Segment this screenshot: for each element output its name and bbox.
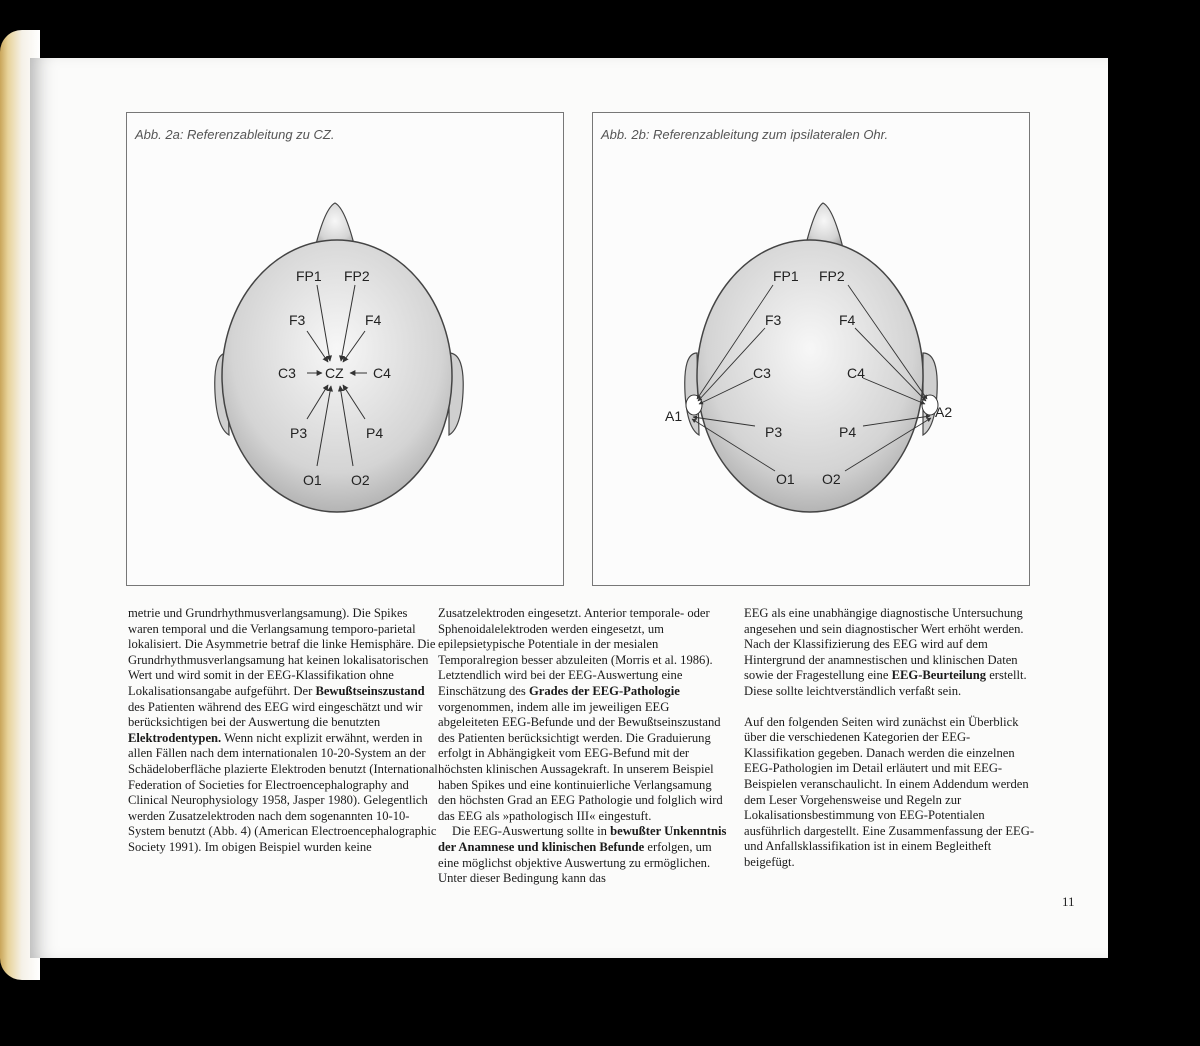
text-run: vorgenommen, indem alle im jeweiligen EEG abgeleiteten EEG-Befunde und der Bewußtseinszustand des Patienten berücksichtigt werden. Die Graduierung erfolgt in Abhängigkeit vom EEG-Befund mit der höchsten klinischen Aussagekraft. In unserem Beispiel haben Spikes und eine kontinuierliche Verlangsamung den höchsten Grad an EEG Pathologie und folglich wird das EEG als »pathologisch III« eingestuft.	[438, 699, 723, 823]
text-run: EEG als eine unabhängige diagnostische Untersuchung angesehen und sein diagnostischer Wert erhöht werden. Nach der Klassifizierung des EEG wird auf dem Hintergrund der anamnestischen und klinischen Daten sowie der Fragestellung eine	[744, 606, 1024, 683]
paragraph	[438, 606, 728, 824]
paragraph	[128, 606, 438, 856]
electrode-o2: O2	[822, 471, 841, 487]
paragraph-gap	[744, 700, 1040, 715]
electrode-p4: P4	[839, 424, 857, 440]
electrode-fp1: FP1	[296, 268, 322, 284]
figure-2b	[592, 112, 1030, 586]
head-diagram-ear-reference	[593, 153, 1029, 583]
bold-term: bewußter Unkenntnis der Anamnese und klinischen Befunde	[438, 824, 727, 854]
electrode-fp1: FP1	[773, 268, 799, 284]
text-column-3	[744, 606, 1040, 871]
text-run: Wenn nicht explizit erwähnt, werden in allen Fällen nach dem internationalen 10-20-System an der Schädeloberfläche plazierte Elektroden benutzt (International Federation of Societies for Electroencephalography and Clinical Neurophysiology 1958, Jasper 1980). Gelegentlich werden Zusatzelektroden nach dem sogenannten 10-10-System benutzt (Abb. 4) (American Electroencephalographic Society 1991). Im obigen Beispiel wurden keine	[128, 730, 438, 854]
electrode-f4: F4	[365, 312, 382, 328]
electrode-fp2: FP2	[344, 268, 370, 284]
text-run: metrie und Grundrhythmusverlangsamung). Die Spikes waren temporal und die Verlangsamung temporo-parietal lokalisiert. Die Asymmetrie betraf die linke Hemisphäre. Die Grundrhythmusverlangsamung hat keinen lokalisatorischen Wert und wird somit in der EEG-Klassifikation ohne Lokalisationsangabe aufgeführt. Der	[128, 606, 436, 698]
paragraph	[744, 606, 1040, 700]
text-run: des Patienten während des EEG wird eingeschätzt und wir berücksichtigen bei der Auswertung die benutzten	[128, 699, 423, 730]
paragraph: Auf den folgenden Seiten wird zunächst ein Überblick über die verschiedenen Kategorien der EEG-Klassifikation gegeben. Danach werden die einzelnen EEG-Pathologien im Detail erläutert und mit EEG-Beispielen veranschaulicht. In einem Addendum werden dem Leser Vorgehensweise und Regeln zur Lokalisationsbestimmung von EEG-Potentialen ausführlich dargestellt. Eine Zusammenfassung der EEG- und Anfallsklassifikation ist in einem Begleitheft beigefügt.	[744, 714, 1035, 869]
electrode-o1: O1	[776, 471, 795, 487]
text-column-2	[438, 606, 728, 887]
right-ear-shape	[923, 353, 937, 435]
text-column-1	[128, 606, 438, 856]
electrode-cz: CZ	[325, 365, 344, 381]
electrode-c3: C3	[753, 365, 771, 381]
bold-term: Grades der EEG-Pathologie	[528, 683, 680, 698]
electrode-o1: O1	[303, 472, 322, 488]
electrode-f3: F3	[765, 312, 782, 328]
electrode-f4: F4	[839, 312, 856, 328]
book-page	[30, 58, 1108, 958]
text-run: Die EEG-Auswertung sollte in	[452, 824, 611, 839]
page-number: 11	[1062, 894, 1075, 909]
paragraph	[438, 824, 728, 886]
bold-term: Bewußtseinszustand	[315, 683, 425, 698]
electrode-fp2: FP2	[819, 268, 845, 284]
electrode-p4: P4	[366, 425, 384, 441]
electrode-c3: C3	[278, 365, 296, 381]
electrode-c4: C4	[373, 365, 391, 381]
bold-term: Elektrodentypen.	[128, 730, 222, 745]
text-run: Zusatzelektroden eingesetzt. Anterior temporale- oder Sphenoidalelektroden werden eingesetzt, um epilepsietypische Potentiale in der mesialen Temporalregion besser abzuleiten (Morris et al. 1986). Letztendlich wird bei der EEG-Auswertung eine Einschätzung des	[438, 606, 713, 698]
electrode-a2: A2	[935, 404, 953, 420]
ear-electrode-a1	[686, 395, 702, 415]
figure-2a	[126, 112, 564, 586]
electrode-p3: P3	[290, 425, 308, 441]
electrode-o2: O2	[351, 472, 370, 488]
text-run: erstellt. Diese sollte leichtverständlich verfaßt sein.	[744, 668, 1027, 698]
text-run: erfolgen, um eine möglichst objektive Auswertung zu ermöglichen. Unter dieser Bedingung kann das	[438, 839, 712, 886]
figure-2a-caption: Abb. 2a: Referenzableitung zu CZ.	[135, 127, 335, 142]
electrode-a1: A1	[665, 408, 683, 424]
electrode-p3: P3	[765, 424, 783, 440]
bold-term: EEG-Beurteilung	[891, 668, 987, 683]
electrode-f3: F3	[289, 312, 306, 328]
electrode-c4: C4	[847, 365, 865, 381]
head-outline	[697, 240, 923, 512]
head-diagram-cz	[127, 153, 563, 583]
figure-2b-caption: Abb. 2b: Referenzableitung zum ipsilateralen Ohr.	[601, 127, 889, 142]
